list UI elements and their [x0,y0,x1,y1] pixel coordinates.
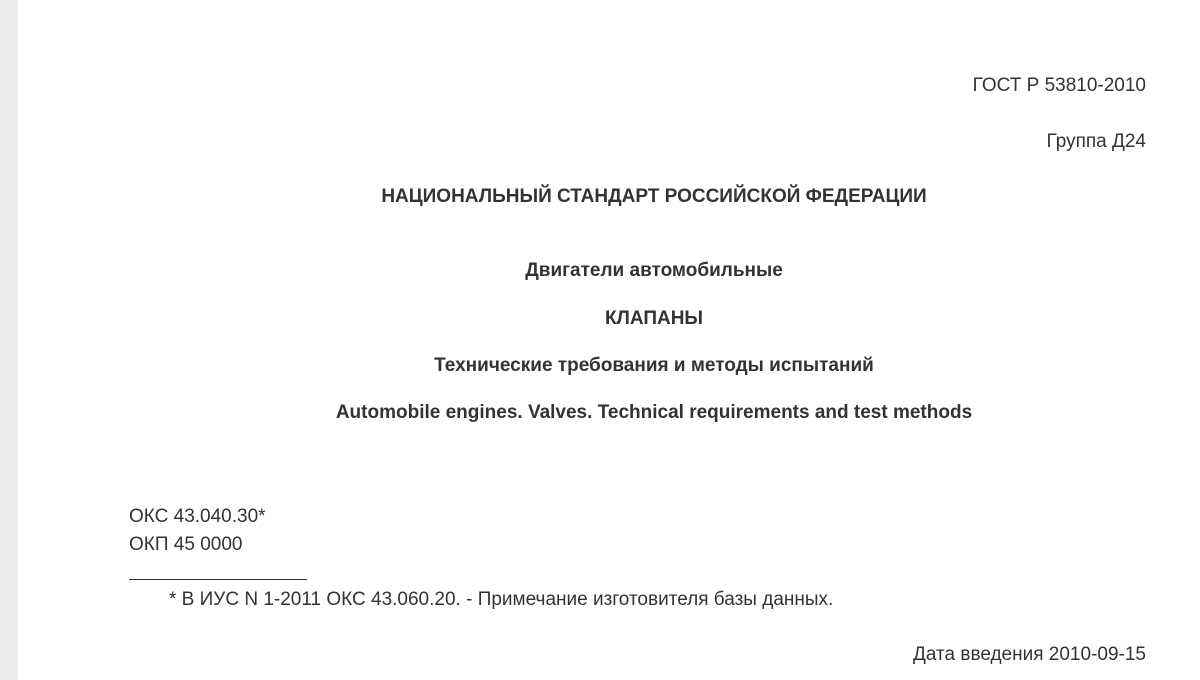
okp-code: ОКП 45 0000 [129,534,243,555]
oks-code: ОКС 43.040.30* [129,506,266,527]
standard-title: НАЦИОНАЛЬНЫЙ СТАНДАРТ РОССИЙСКОЙ ФЕДЕРАЦИИ [381,186,927,207]
english-title: Automobile engines. Valves. Technical requirements and test methods [335,402,973,423]
footnote-divider [129,579,307,580]
document-subject: Двигатели автомобильные [525,260,783,281]
document-page [18,0,1200,680]
effective-date: Дата введения 2010-09-15 [913,644,1146,665]
group-code: Группа Д24 [1046,131,1146,152]
document-subtitle: Технические требования и методы испытаний [434,355,874,376]
footnote: * В ИУС N 1-2011 ОКС 43.060.20. - Примечание изготовителя базы данных. [169,589,834,610]
standard-designation: ГОСТ Р 53810-2010 [972,75,1146,96]
document-product: КЛАПАНЫ [604,308,704,329]
